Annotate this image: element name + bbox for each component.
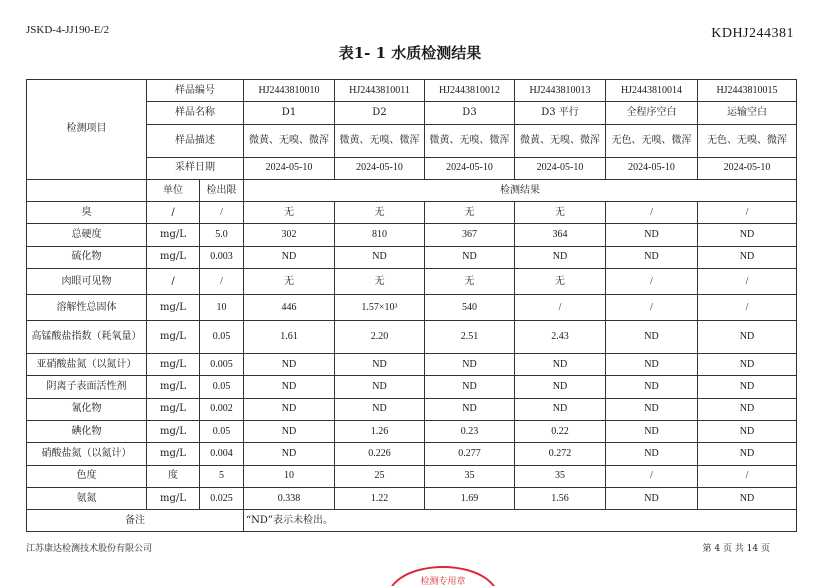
unit-cell: mg/L <box>147 376 200 398</box>
limit-cell: 0.05 <box>200 376 244 398</box>
item-name-cell: 亚硝酸盐氮（以氮计） <box>27 354 147 376</box>
result-value-cell: 810 <box>335 224 425 246</box>
result-value-cell: 0.272 <box>515 443 606 465</box>
unit-header: 单位 <box>147 179 200 201</box>
result-value-cell: ND <box>698 224 797 246</box>
result-row <box>27 376 797 398</box>
result-value-cell: / <box>515 295 606 321</box>
result-value-cell: ND <box>606 354 698 376</box>
unit-cell: mg/L <box>147 224 200 246</box>
result-value-cell: 无 <box>515 202 606 224</box>
sample-date-cell: 2024-05-10 <box>244 157 335 179</box>
result-value-cell: 446 <box>244 295 335 321</box>
limit-cell: 0.005 <box>200 354 244 376</box>
result-value-cell: 367 <box>425 224 515 246</box>
result-row <box>27 487 797 509</box>
item-header-cell: 检测项目 <box>27 80 147 180</box>
document-code: JSKD-4-JJ190-E/2 <box>26 24 110 36</box>
sample-name-cell: D2 <box>335 102 425 124</box>
unit-cell: mg/L <box>147 443 200 465</box>
unit-cell: mg/L <box>147 295 200 321</box>
limit-cell: / <box>200 269 244 295</box>
remark-row <box>27 510 797 532</box>
result-value-cell: 302 <box>244 224 335 246</box>
limit-cell: 0.025 <box>200 487 244 509</box>
sample-name-cell: D3 平行 <box>515 102 606 124</box>
sample-name-cell: 运输空白 <box>698 102 797 124</box>
result-value-cell: ND <box>698 398 797 420</box>
item-name-cell: 溶解性总固体 <box>27 295 147 321</box>
result-value-cell: ND <box>698 376 797 398</box>
sample-no-cell: HJ2443810014 <box>606 80 698 102</box>
result-value-cell: ND <box>515 354 606 376</box>
result-row <box>27 354 797 376</box>
result-value-cell: 1.69 <box>425 487 515 509</box>
remark-label: 备注 <box>27 510 244 532</box>
unit-cell: mg/L <box>147 487 200 509</box>
result-value-cell: ND <box>606 321 698 354</box>
result-row <box>27 420 797 442</box>
sample-desc-cell: 无色、无嗅、微浑 <box>606 124 698 157</box>
result-value-cell: ND <box>335 354 425 376</box>
unit-cell: mg/L <box>147 398 200 420</box>
result-value-cell: / <box>606 465 698 487</box>
unit-cell: mg/L <box>147 420 200 442</box>
result-value-cell: ND <box>244 420 335 442</box>
result-value-cell: 10 <box>244 465 335 487</box>
result-value-cell: ND <box>335 376 425 398</box>
sample-name-cell: D1 <box>244 102 335 124</box>
limit-cell: 0.004 <box>200 443 244 465</box>
sample-date-cell: 2024-05-10 <box>335 157 425 179</box>
result-value-cell: ND <box>244 443 335 465</box>
item-name-cell: 氰化物 <box>27 398 147 420</box>
result-row <box>27 246 797 268</box>
sample-name-cell: D3 <box>425 102 515 124</box>
limit-cell: 5.0 <box>200 224 244 246</box>
result-value-cell: ND <box>698 321 797 354</box>
seal-text: 检测专用章 <box>388 566 498 586</box>
item-name-cell: 肉眼可见物 <box>27 269 147 295</box>
sample-desc-cell: 微黄、无嗅、微浑 <box>515 124 606 157</box>
result-value-cell: 1.56 <box>515 487 606 509</box>
result-value-cell: / <box>698 202 797 224</box>
result-value-cell: 2.20 <box>335 321 425 354</box>
result-value-cell: ND <box>698 443 797 465</box>
item-name-cell: 硝酸盐氮（以氮计） <box>27 443 147 465</box>
sample-desc-cell: 无色、无嗅、微浑 <box>698 124 797 157</box>
result-value-cell: 0.23 <box>425 420 515 442</box>
item-name-cell: 氨氮 <box>27 487 147 509</box>
result-value-cell: 无 <box>335 269 425 295</box>
result-value-cell: 2.51 <box>425 321 515 354</box>
result-value-cell: ND <box>244 376 335 398</box>
page-number: 第 4 页 共 14 页 <box>702 544 770 554</box>
result-value-cell: ND <box>515 376 606 398</box>
result-value-cell: 25 <box>335 465 425 487</box>
result-value-cell: 1.61 <box>244 321 335 354</box>
sample-no-cell: HJ2443810013 <box>515 80 606 102</box>
result-value-cell: 540 <box>425 295 515 321</box>
result-value-cell: ND <box>606 246 698 268</box>
result-value-cell: ND <box>425 354 515 376</box>
result-value-cell: 35 <box>515 465 606 487</box>
result-value-cell: ND <box>698 354 797 376</box>
result-header: 检测结果 <box>244 179 797 201</box>
result-value-cell: 0.277 <box>425 443 515 465</box>
remark-text: “ND”表示未检出。 <box>244 510 797 532</box>
result-value-cell: ND <box>698 246 797 268</box>
result-value-cell: ND <box>244 246 335 268</box>
limit-cell: 5 <box>200 465 244 487</box>
item-name-cell: 总硬度 <box>27 224 147 246</box>
sample-date-cell: 2024-05-10 <box>698 157 797 179</box>
sample-no-cell: HJ2443810015 <box>698 80 797 102</box>
result-value-cell: 0.226 <box>335 443 425 465</box>
result-value-cell: 无 <box>425 269 515 295</box>
limit-cell: / <box>200 202 244 224</box>
result-value-cell: 无 <box>244 202 335 224</box>
result-value-cell: 2.43 <box>515 321 606 354</box>
result-value-cell: ND <box>425 398 515 420</box>
result-value-cell: ND <box>335 398 425 420</box>
result-value-cell: / <box>698 269 797 295</box>
result-value-cell: 0.338 <box>244 487 335 509</box>
result-row <box>27 202 797 224</box>
item-name-cell: 阴离子表面活性剂 <box>27 376 147 398</box>
item-name-cell: 臭 <box>27 202 147 224</box>
item-name-cell: 色度 <box>27 465 147 487</box>
sample-desc-cell: 微黄、无嗅、微浑 <box>335 124 425 157</box>
limit-cell: 10 <box>200 295 244 321</box>
water-quality-results-table <box>26 79 797 532</box>
report-number: KDHJ244381 <box>711 26 794 41</box>
result-value-cell: ND <box>698 420 797 442</box>
limit-cell: 0.003 <box>200 246 244 268</box>
unit-cell: 度 <box>147 465 200 487</box>
limit-cell: 0.002 <box>200 398 244 420</box>
sample-date-label: 采样日期 <box>147 157 244 179</box>
result-value-cell: ND <box>606 487 698 509</box>
result-row <box>27 398 797 420</box>
result-value-cell: ND <box>606 443 698 465</box>
table-title: 表1- 1 水质检测结果 <box>338 44 482 62</box>
result-value-cell: 35 <box>425 465 515 487</box>
sample-no-cell: HJ2443810012 <box>425 80 515 102</box>
sample-desc-cell: 微黄、无嗅、微浑 <box>425 124 515 157</box>
result-value-cell: 无 <box>425 202 515 224</box>
sample-desc-cell: 微黄、无嗅、微浑 <box>244 124 335 157</box>
sample-date-cell: 2024-05-10 <box>606 157 698 179</box>
result-value-cell: ND <box>244 354 335 376</box>
result-value-cell: / <box>606 295 698 321</box>
result-value-cell: ND <box>425 246 515 268</box>
result-value-cell: ND <box>515 246 606 268</box>
sample-no-row <box>27 80 797 102</box>
result-value-cell: 1.26 <box>335 420 425 442</box>
sample-no-cell: HJ2443810011 <box>335 80 425 102</box>
limit-header: 检出限 <box>200 179 244 201</box>
result-value-cell: 无 <box>335 202 425 224</box>
sample-name-cell: 全程序空白 <box>606 102 698 124</box>
result-row <box>27 295 797 321</box>
result-value-cell: ND <box>515 398 606 420</box>
result-row <box>27 224 797 246</box>
result-value-cell: ND <box>335 246 425 268</box>
result-value-cell: 无 <box>515 269 606 295</box>
result-value-cell: ND <box>606 420 698 442</box>
item-name-cell: 高锰酸盐指数（耗氧量） <box>27 321 147 354</box>
result-value-cell: / <box>606 202 698 224</box>
result-value-cell: 无 <box>244 269 335 295</box>
result-value-cell: 1.57×10³ <box>335 295 425 321</box>
company-name: 江苏康达检测技术股份有限公司 <box>26 544 153 554</box>
company-seal <box>388 566 498 586</box>
sample-date-cell: 2024-05-10 <box>425 157 515 179</box>
result-value-cell: ND <box>606 398 698 420</box>
result-row <box>27 443 797 465</box>
item-name-cell: 硫化物 <box>27 246 147 268</box>
unit-cell: / <box>147 269 200 295</box>
unit-cell: mg/L <box>147 246 200 268</box>
result-row <box>27 465 797 487</box>
blank-cell <box>27 179 147 201</box>
result-row <box>27 321 797 354</box>
sample-no-cell: HJ2443810010 <box>244 80 335 102</box>
sample-name-label: 样品名称 <box>147 102 244 124</box>
result-value-cell: ND <box>606 376 698 398</box>
result-value-cell: / <box>698 465 797 487</box>
result-value-cell: / <box>698 295 797 321</box>
result-value-cell: ND <box>425 376 515 398</box>
result-row <box>27 269 797 295</box>
sample-no-label: 样品编号 <box>147 80 244 102</box>
result-value-cell: 0.22 <box>515 420 606 442</box>
limit-cell: 0.05 <box>200 321 244 354</box>
result-value-cell: 1.22 <box>335 487 425 509</box>
unit-cell: / <box>147 202 200 224</box>
limit-cell: 0.05 <box>200 420 244 442</box>
result-value-cell: ND <box>606 224 698 246</box>
result-value-cell: ND <box>244 398 335 420</box>
result-value-cell: / <box>606 269 698 295</box>
unit-cell: mg/L <box>147 354 200 376</box>
unit-cell: mg/L <box>147 321 200 354</box>
sample-date-cell: 2024-05-10 <box>515 157 606 179</box>
result-value-cell: 364 <box>515 224 606 246</box>
result-value-cell: ND <box>698 487 797 509</box>
item-name-cell: 碘化物 <box>27 420 147 442</box>
sample-desc-label: 样品描述 <box>147 124 244 157</box>
column-header-row <box>27 179 797 201</box>
